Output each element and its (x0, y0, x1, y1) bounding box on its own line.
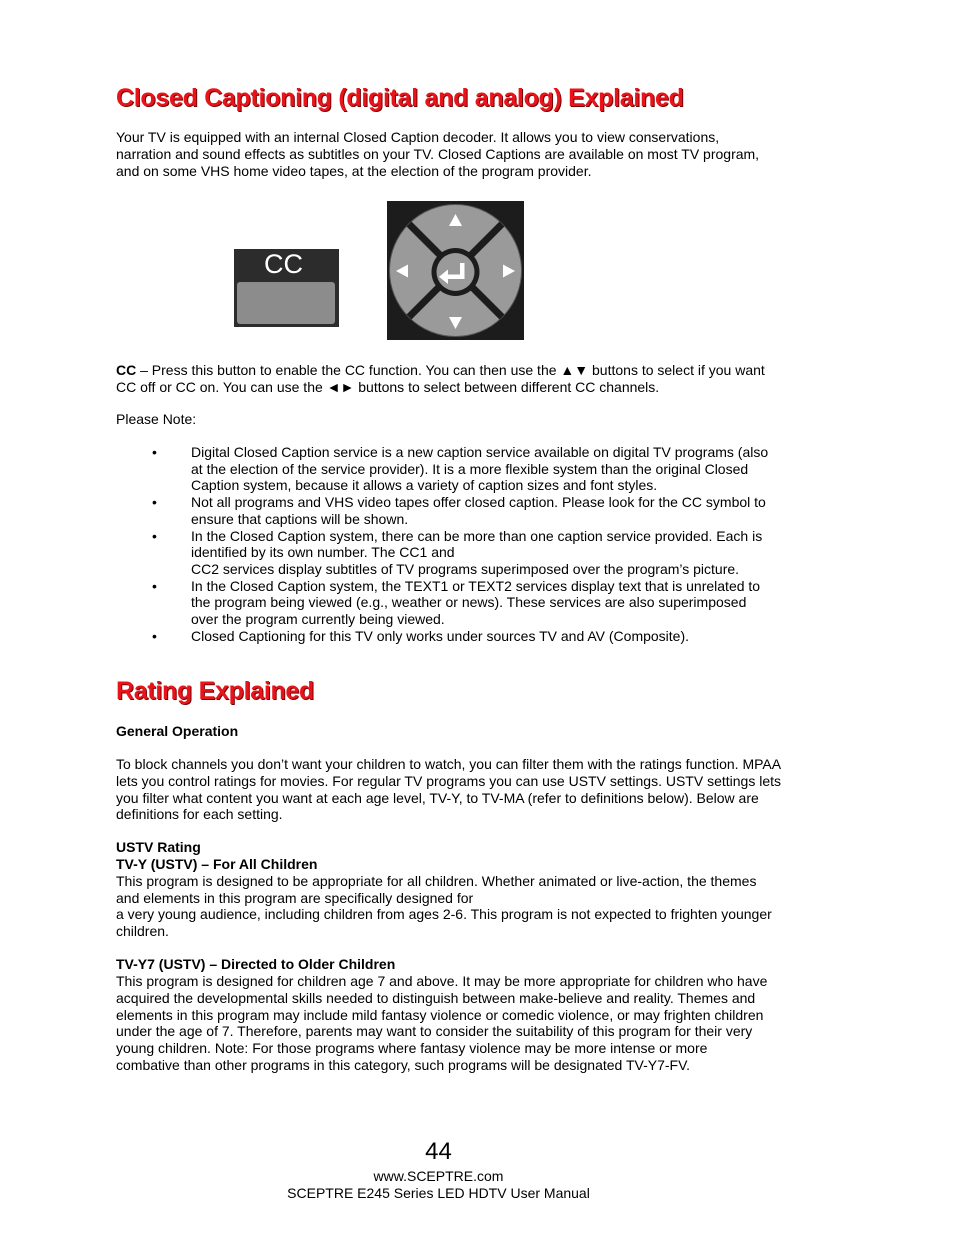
cc-button-pad (237, 282, 335, 324)
general-operation-text: To block channels you don’t want your children to watch, you can filter them with the ratings function. MPAA lets you control ratings for movies. For regular TV programs you can use USTV settings. USTV settings lets you filter what content you want at each age level, TV-Y, to TV-MA (refer to definitions below). Below are definitions for each setting. (116, 756, 782, 823)
list-item (116, 628, 776, 645)
bullet-text: Closed Captioning for this TV only works under sources TV and AV (Composite). (191, 627, 690, 644)
tvy-heading: TV-Y (USTV) – For All Children (116, 856, 318, 872)
tvy7-heading: TV-Y7 (USTV) – Directed to Older Children (116, 956, 396, 972)
tvy-text-1: This program is designed to be appropriate for all children. Whether animated or live-action, the themes and elements in this program are specifically designed for (116, 873, 757, 906)
cc-desc-text: – Press this button to enable the CC function. You can then use the ▲▼ buttons to select if you want CC off or CC on. You can use the ◄► buttons to select between different CC channels. (116, 362, 765, 395)
bullet-text: In the Closed Caption system, the TEXT1 or TEXT2 services display text that is unrelated to the program being viewed (e.g., weather or news). These services are also superimposed over the program currently being viewed. (191, 577, 761, 628)
footer-website: www.SCEPTRE.com (373, 1168, 504, 1184)
bullet-dot: • (152, 494, 157, 511)
bullet-dot: • (152, 444, 157, 460)
list-item (116, 578, 776, 628)
tvy7-text: This program is designed for children age 7 and above. It may be more appropriate for children who have acquired the developmental skills needed to distinguish between make-believe and reality. Themes and elements in this program may include mild fantasy violence or comedic violence, or may frighten children under the age of 7. Therefore, parents may want to consider the suitability of this program for their very young children. Note: For those programs where fantasy violence may be more intense or more combative than other programs in this category, such programs will be designated TV-Y7-FV. (116, 973, 768, 1073)
list-item (116, 444, 776, 494)
cc-section-title: Closed Captioning (digital and analog) Explained (116, 84, 684, 112)
cc-term: CC (116, 362, 137, 378)
cc-description (116, 362, 776, 396)
dpad-icon (387, 201, 524, 340)
bullet-dot: • (152, 577, 157, 594)
rating-section-title: Rating Explained (116, 677, 315, 705)
general-operation-heading: General Operation (116, 723, 239, 739)
cc-button-icon (234, 249, 339, 327)
bullet-dot: • (152, 627, 157, 644)
footer-manual-title: SCEPTRE E245 Series LED HDTV User Manual (287, 1185, 590, 1201)
ustv-rating-heading: USTV Rating (116, 839, 201, 855)
bullet-text-continuation: CC2 services display subtitles of TV programs superimposed over the program’s picture. (191, 560, 740, 577)
cc-notes-list (116, 444, 776, 644)
bullet-text: Digital Closed Caption service is a new caption service available on digital TV programs (also at the election of the service provider). It is a more flexible system than the original Closed Caption system, because it allows a variety of caption sizes and font styles. (191, 444, 769, 494)
cc-intro-paragraph: Your TV is equipped with an internal Closed Caption decoder. It allows you to view conservations, narration and sound effects as subtitles on your TV. Closed Captions are available on most TV program, and on some VHS home video tapes, at the election of the program provider. (116, 129, 760, 179)
note-label: Please Note: (116, 411, 197, 427)
tvy-text-2: a very young audience, including children from ages 2-6. This program is not expected to frighten younger children. (116, 906, 772, 939)
bullet-text: Not all programs and VHS video tapes offer closed caption. Please look for the CC symbol to ensure that captions will be shown. (191, 494, 766, 527)
list-item (116, 528, 776, 578)
bullet-text: In the Closed Caption system, there can be more than one caption service provided. Each is identified by its own number. The CC1 and (191, 527, 763, 561)
cc-button-label: CC (264, 249, 303, 279)
list-item (116, 494, 776, 527)
page-number: 44 (425, 1138, 452, 1165)
bullet-dot: • (152, 527, 157, 544)
